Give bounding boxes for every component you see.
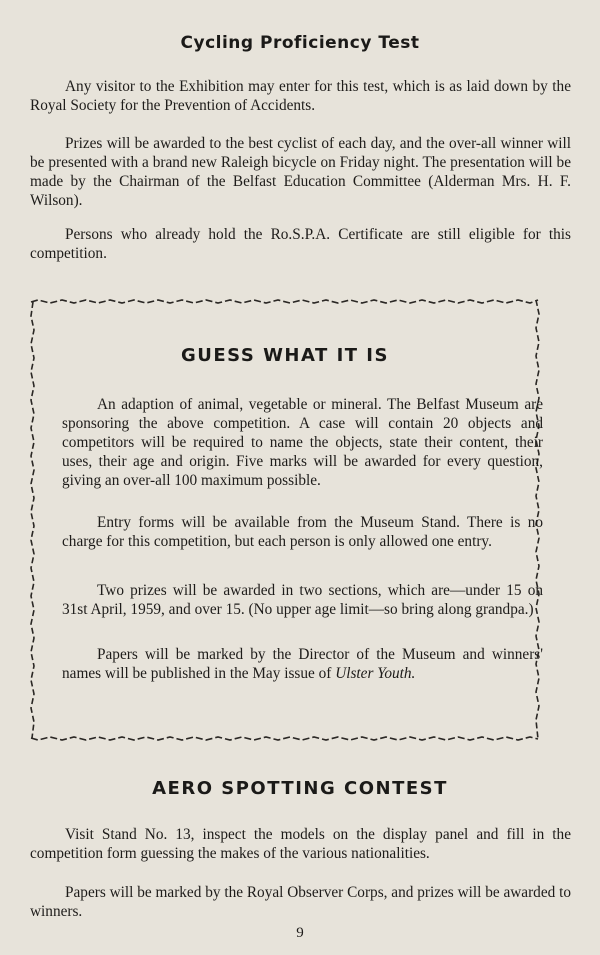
- cycling-paragraph-3: Persons who already hold the Ro.S.P.A. Certificate are still eligible for this competition.: [30, 226, 571, 262]
- cycling-paragraph-2: Prizes will be awarded to the best cyclist of each day, and the over-all winner will be presented with a brand new Raleigh bicycle on Friday night. The presentation will be made by the Chairman of the Belfast Education Committee (Alderman Mrs. H. F. Wilson).: [30, 135, 571, 209]
- guess-section-title: GUESS WHAT IT IS: [181, 345, 389, 366]
- guess-paragraph-2: Entry forms will be available from the Museum Stand. There is no charge for this competition, but each person is only allowed one entry.: [62, 514, 543, 550]
- guess-paragraph-1: An adaption of animal, vegetable or mineral. The Belfast Museum are sponsoring the above competition. A case will contain 20 objects and competitors will be required to name the objects, state their content, their uses, their age and origin. Five marks will be awarded for every question, giving an over-all 100 maximum possible.: [62, 396, 543, 489]
- cycling-section-title: Cycling Proficiency Test: [180, 33, 420, 53]
- aero-paragraph-1: Visit Stand No. 13, inspect the models on the display panel and fill in the competition form guessing the makes of the various nationalities.: [30, 826, 571, 862]
- ulster-youth-title: Ulster Youth.: [335, 665, 416, 682]
- cycling-paragraph-1: Any visitor to the Exhibition may enter for this test, which is as laid down by the Royal Society for the Prevention of Accidents.: [30, 78, 571, 114]
- guess-paragraph-3: Two prizes will be awarded in two sections, which are—under 15 on 31st April, 1959, and over 15. (No upper age limit—so bring along grandpa.): [62, 582, 543, 618]
- aero-section-title: AERO SPOTTING CONTEST: [152, 778, 448, 799]
- aero-paragraph-2: Papers will be marked by the Royal Observer Corps, and prizes will be awarded to winners.: [30, 884, 571, 920]
- page-number: 9: [296, 925, 304, 941]
- guess-paragraph-4: Papers will be marked by the Director of the Museum and winners' names will be published in the May issue of Ulster Youth.: [62, 646, 543, 682]
